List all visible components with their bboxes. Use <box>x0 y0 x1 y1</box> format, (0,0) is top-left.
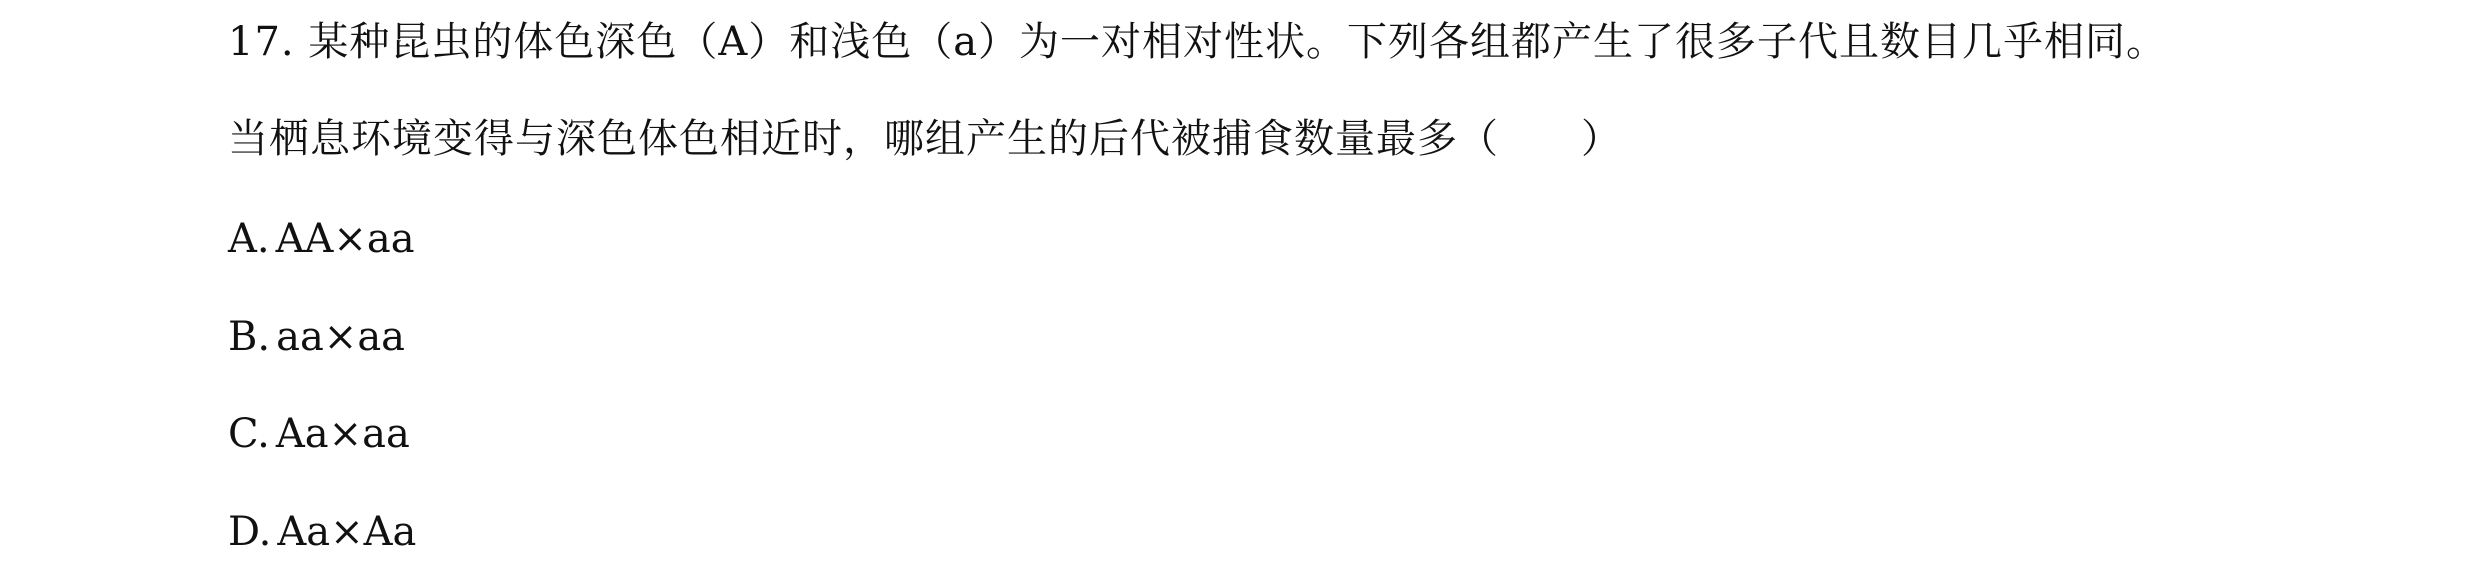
option-c-label: C. <box>228 411 270 457</box>
question-stem-line-2: 当栖息环境变得与深色体色相近时，哪组产生的后代被捕食数量最多（ ） <box>228 116 1622 162</box>
option-c[interactable] <box>228 404 410 464</box>
option-d[interactable] <box>228 502 416 562</box>
option-d-text: Aa×Aa <box>277 509 417 555</box>
option-b[interactable] <box>228 307 405 367</box>
option-b-text: aa×aa <box>276 314 406 360</box>
option-a-text: AA×aa <box>275 216 415 262</box>
option-b-label: B. <box>228 314 271 360</box>
option-d-label: D. <box>228 509 272 555</box>
option-a[interactable] <box>228 209 415 269</box>
option-a-label: A. <box>228 216 270 262</box>
question-stem-line-1: 17. 某种昆虫的体色深色（A）和浅色（a）为一对相对性状。下列各组都产生了很多子代且数目几乎相同。 <box>228 19 2168 65</box>
option-c-text: Aa×aa <box>275 411 410 457</box>
